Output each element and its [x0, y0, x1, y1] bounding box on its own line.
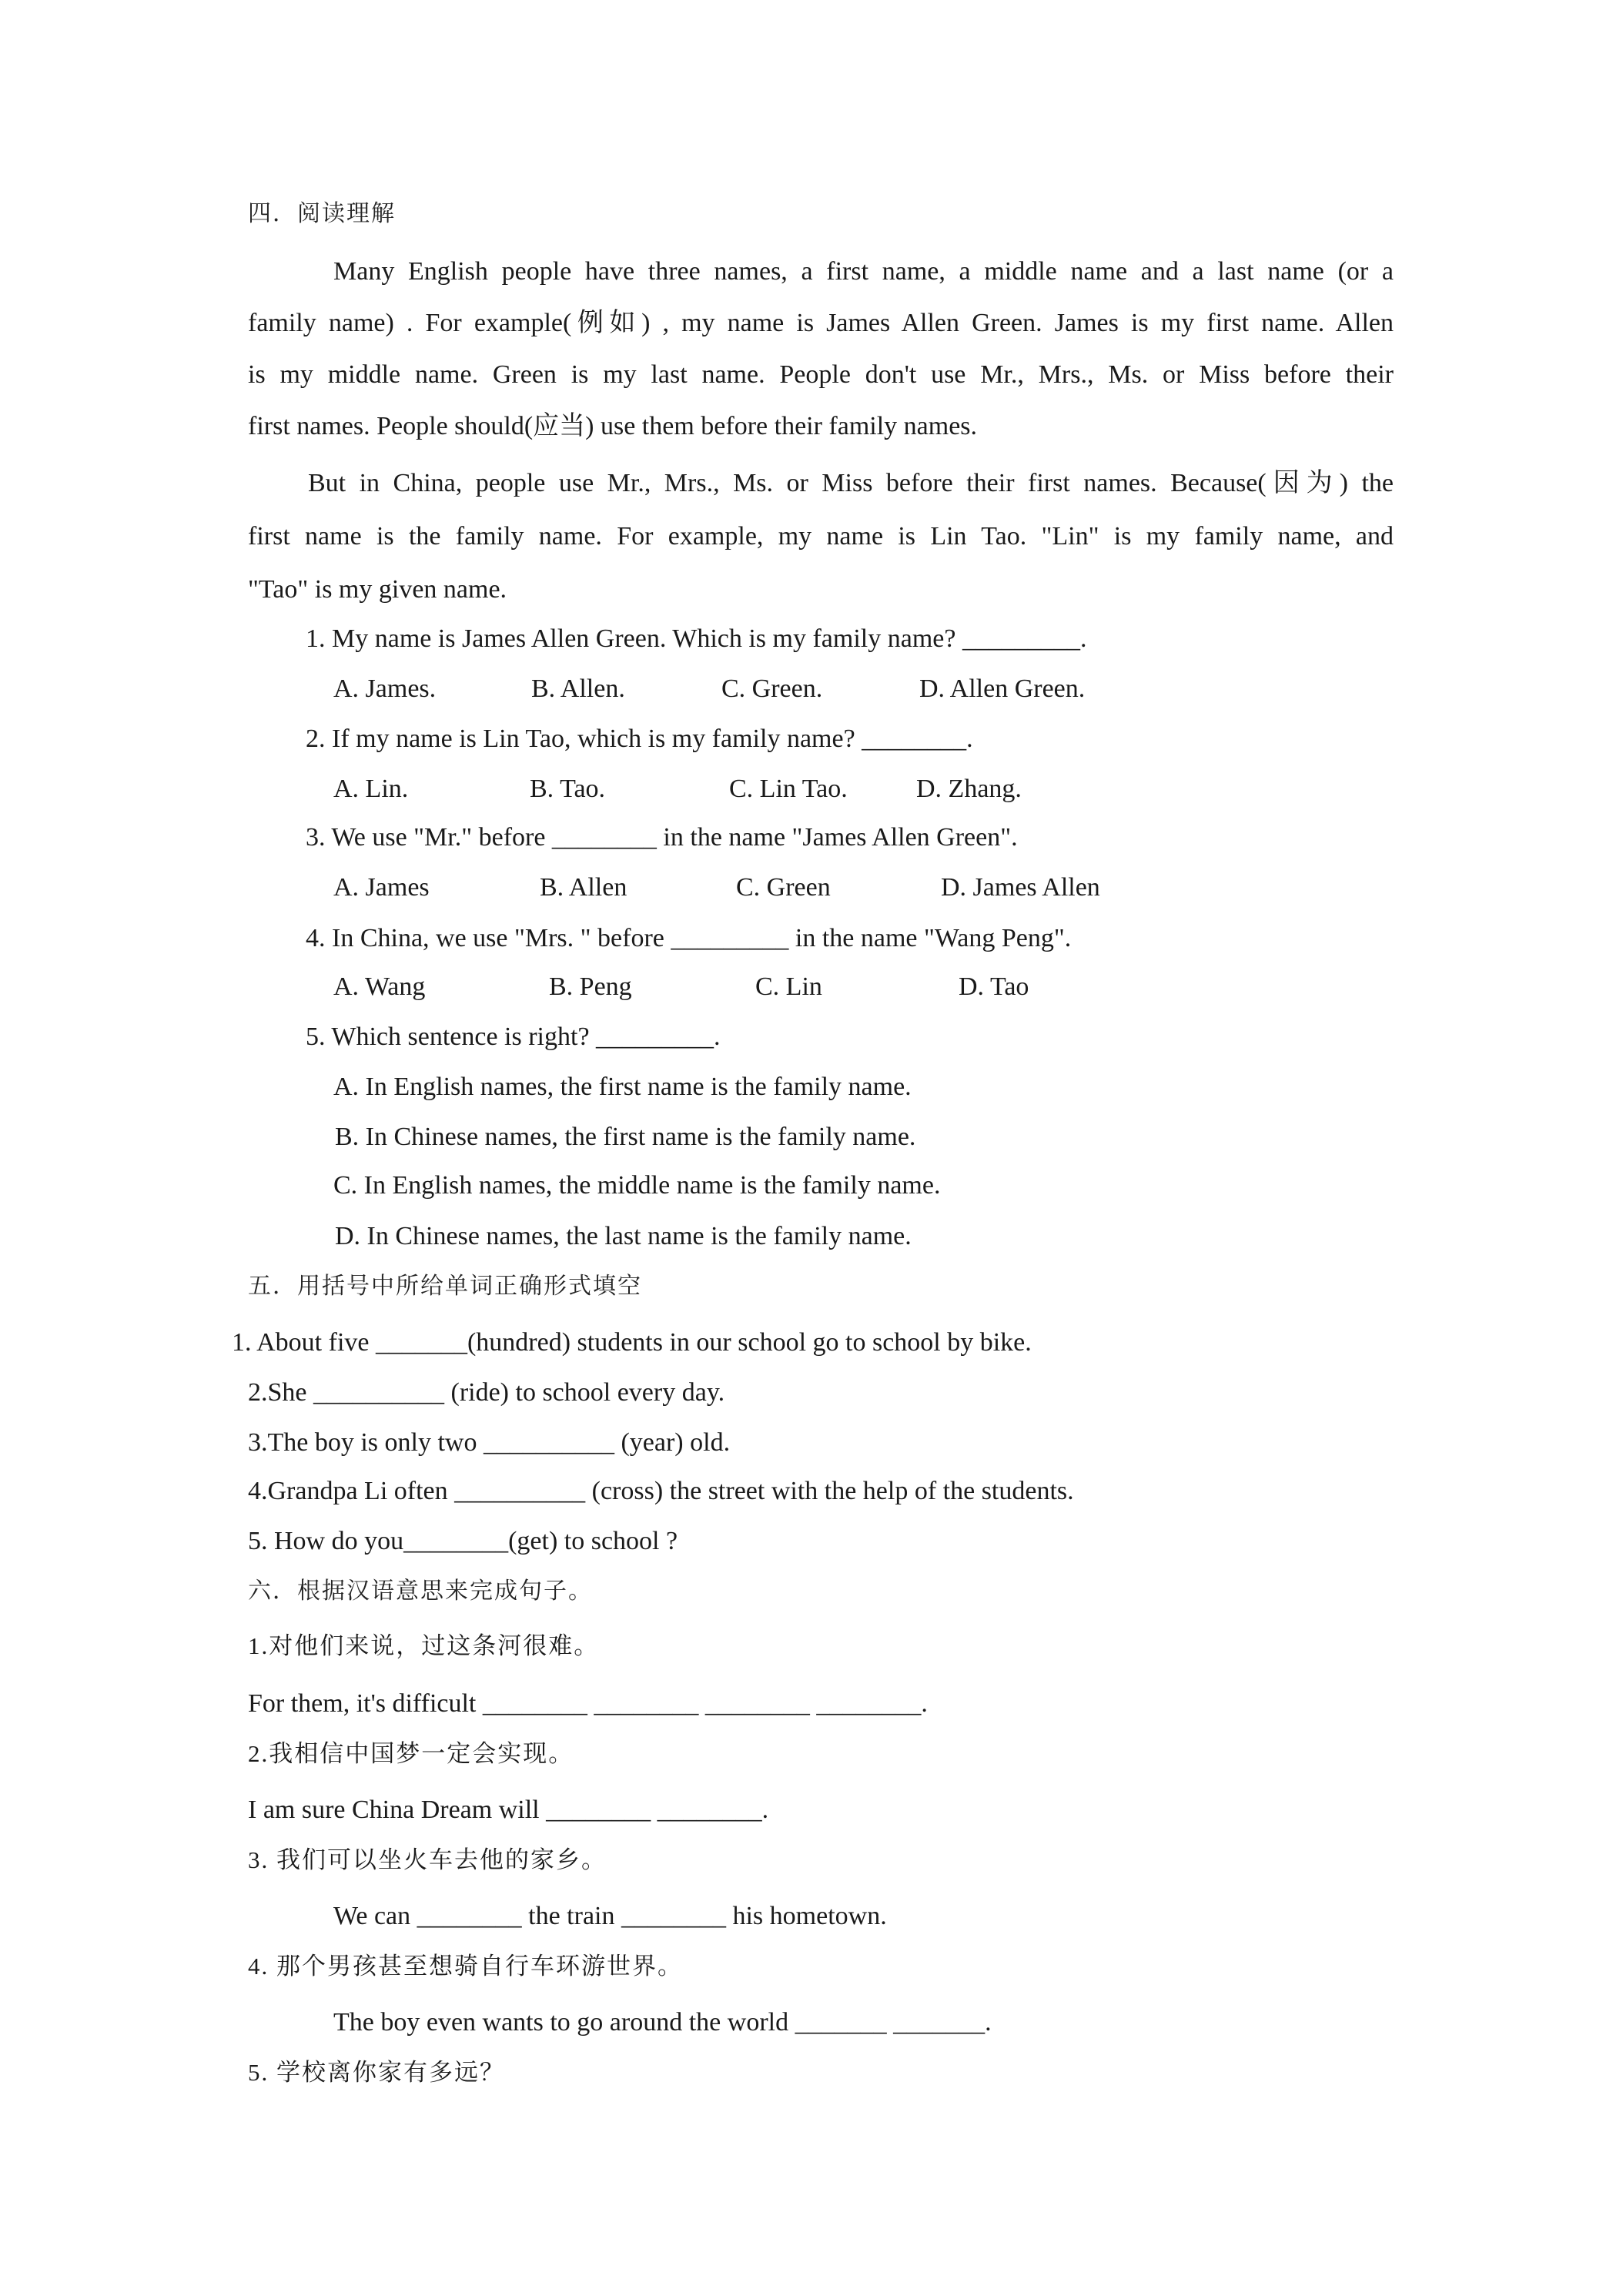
translation-english-sentence: For them, it's difficult ________ ________ ________ ________. — [248, 1689, 928, 1718]
question-stem: 5. Which sentence is right? _________. — [306, 1022, 721, 1051]
translation-section-heading: 六．根据汉语意思来完成句子。 — [248, 1578, 593, 1604]
question-option: A. James. — [333, 674, 437, 703]
fill-in-section-heading: 五．用括号中所给单词正确形式填空 — [248, 1274, 642, 1299]
question-option: C. Green — [736, 873, 831, 902]
question-option: C. In English names, the middle name is the family name. — [333, 1171, 941, 1200]
paragraph2-line: But in China, people use Mr., Mrs., Ms. or Miss before their first names. Because(因为) the — [308, 469, 1394, 497]
question-option: A. Wang — [333, 972, 426, 1001]
question-option: A. In English names, the first name is the family name. — [333, 1073, 912, 1101]
question-option: D. James Allen — [941, 873, 1100, 902]
question-option: D. Tao — [959, 972, 1029, 1001]
fill-in-item: 5. How do you________(get) to school ? — [248, 1527, 678, 1555]
translation-chinese-sentence: 1.对他们来说，过这条河很难。 — [248, 1632, 600, 1659]
question-option: D. In Chinese names, the last name is the family name. — [335, 1222, 912, 1250]
question-option: B. Peng — [549, 972, 632, 1001]
question-option: A. James — [333, 873, 430, 902]
paragraph2-line: "Tao" is my given name. — [248, 575, 507, 604]
question-stem: 3. We use "Mr." before ________ in the name "James Allen Green". — [306, 823, 1018, 852]
question-option: C. Lin Tao. — [729, 775, 848, 803]
reading-section-heading: 四．阅读理解 — [248, 201, 396, 226]
translation-english-sentence: I am sure China Dream will ________ ________. — [248, 1796, 769, 1824]
translation-english-sentence: The boy even wants to go around the world _______ _______. — [333, 2008, 992, 2037]
question-stem: 4. In China, we use "Mrs. " before _________ in the name "Wang Peng". — [306, 924, 1072, 952]
question-option: A. Lin. — [333, 775, 409, 803]
question-option: D. Zhang. — [916, 775, 1022, 803]
question-option: C. Lin — [755, 972, 822, 1001]
fill-in-item: 2.She __________ (ride) to school every day. — [248, 1378, 725, 1407]
question-option: B. Tao. — [530, 775, 606, 803]
translation-chinese-sentence: 3. 我们可以坐火车去他的家乡。 — [248, 1846, 607, 1873]
fill-in-item: 4.Grandpa Li often __________ (cross) the street with the help of the students. — [248, 1477, 1074, 1505]
fill-in-item: 3.The boy is only two __________ (year) old. — [248, 1428, 731, 1457]
translation-chinese-sentence: 5. 学校离你家有多远？ — [248, 2059, 505, 2086]
question-option: B. Allen. — [531, 674, 625, 703]
question-option: B. In Chinese names, the first name is the family name. — [335, 1123, 916, 1151]
paragraph1-line: is my middle name. Green is my last name. People don't use Mr., Mrs., Ms. or Miss before their — [248, 360, 1394, 389]
paragraph1-line: family name) . For example(例如) , my name is James Allen Green. James is my first name. Allen — [248, 309, 1394, 337]
question-stem: 2. If my name is Lin Tao, which is my family name? ________. — [306, 725, 973, 753]
paragraph1-line: first names. People should(应当) use them before their family names. — [248, 412, 978, 440]
question-option: D. Allen Green. — [919, 674, 1086, 703]
fill-in-item: 1. About five _______(hundred) students in our school go to school by bike. — [232, 1328, 1032, 1357]
paragraph1-line: Many English people have three names, a first name, a middle name and a last name (or a — [333, 257, 1394, 286]
translation-english-sentence: We can ________ the train ________ his hometown. — [333, 1902, 887, 1930]
question-option: B. Allen — [540, 873, 627, 902]
question-stem: 1. My name is James Allen Green. Which is my family name? _________. — [306, 624, 1087, 653]
translation-chinese-sentence: 2.我相信中国梦一定会实现。 — [248, 1740, 574, 1767]
question-option: C. Green. — [721, 674, 823, 703]
translation-chinese-sentence: 4. 那个男孩甚至想骑自行车环游世界。 — [248, 1953, 683, 1980]
paragraph2-line: first name is the family name. For example, my name is Lin Tao. "Lin" is my family name, and — [248, 522, 1394, 551]
